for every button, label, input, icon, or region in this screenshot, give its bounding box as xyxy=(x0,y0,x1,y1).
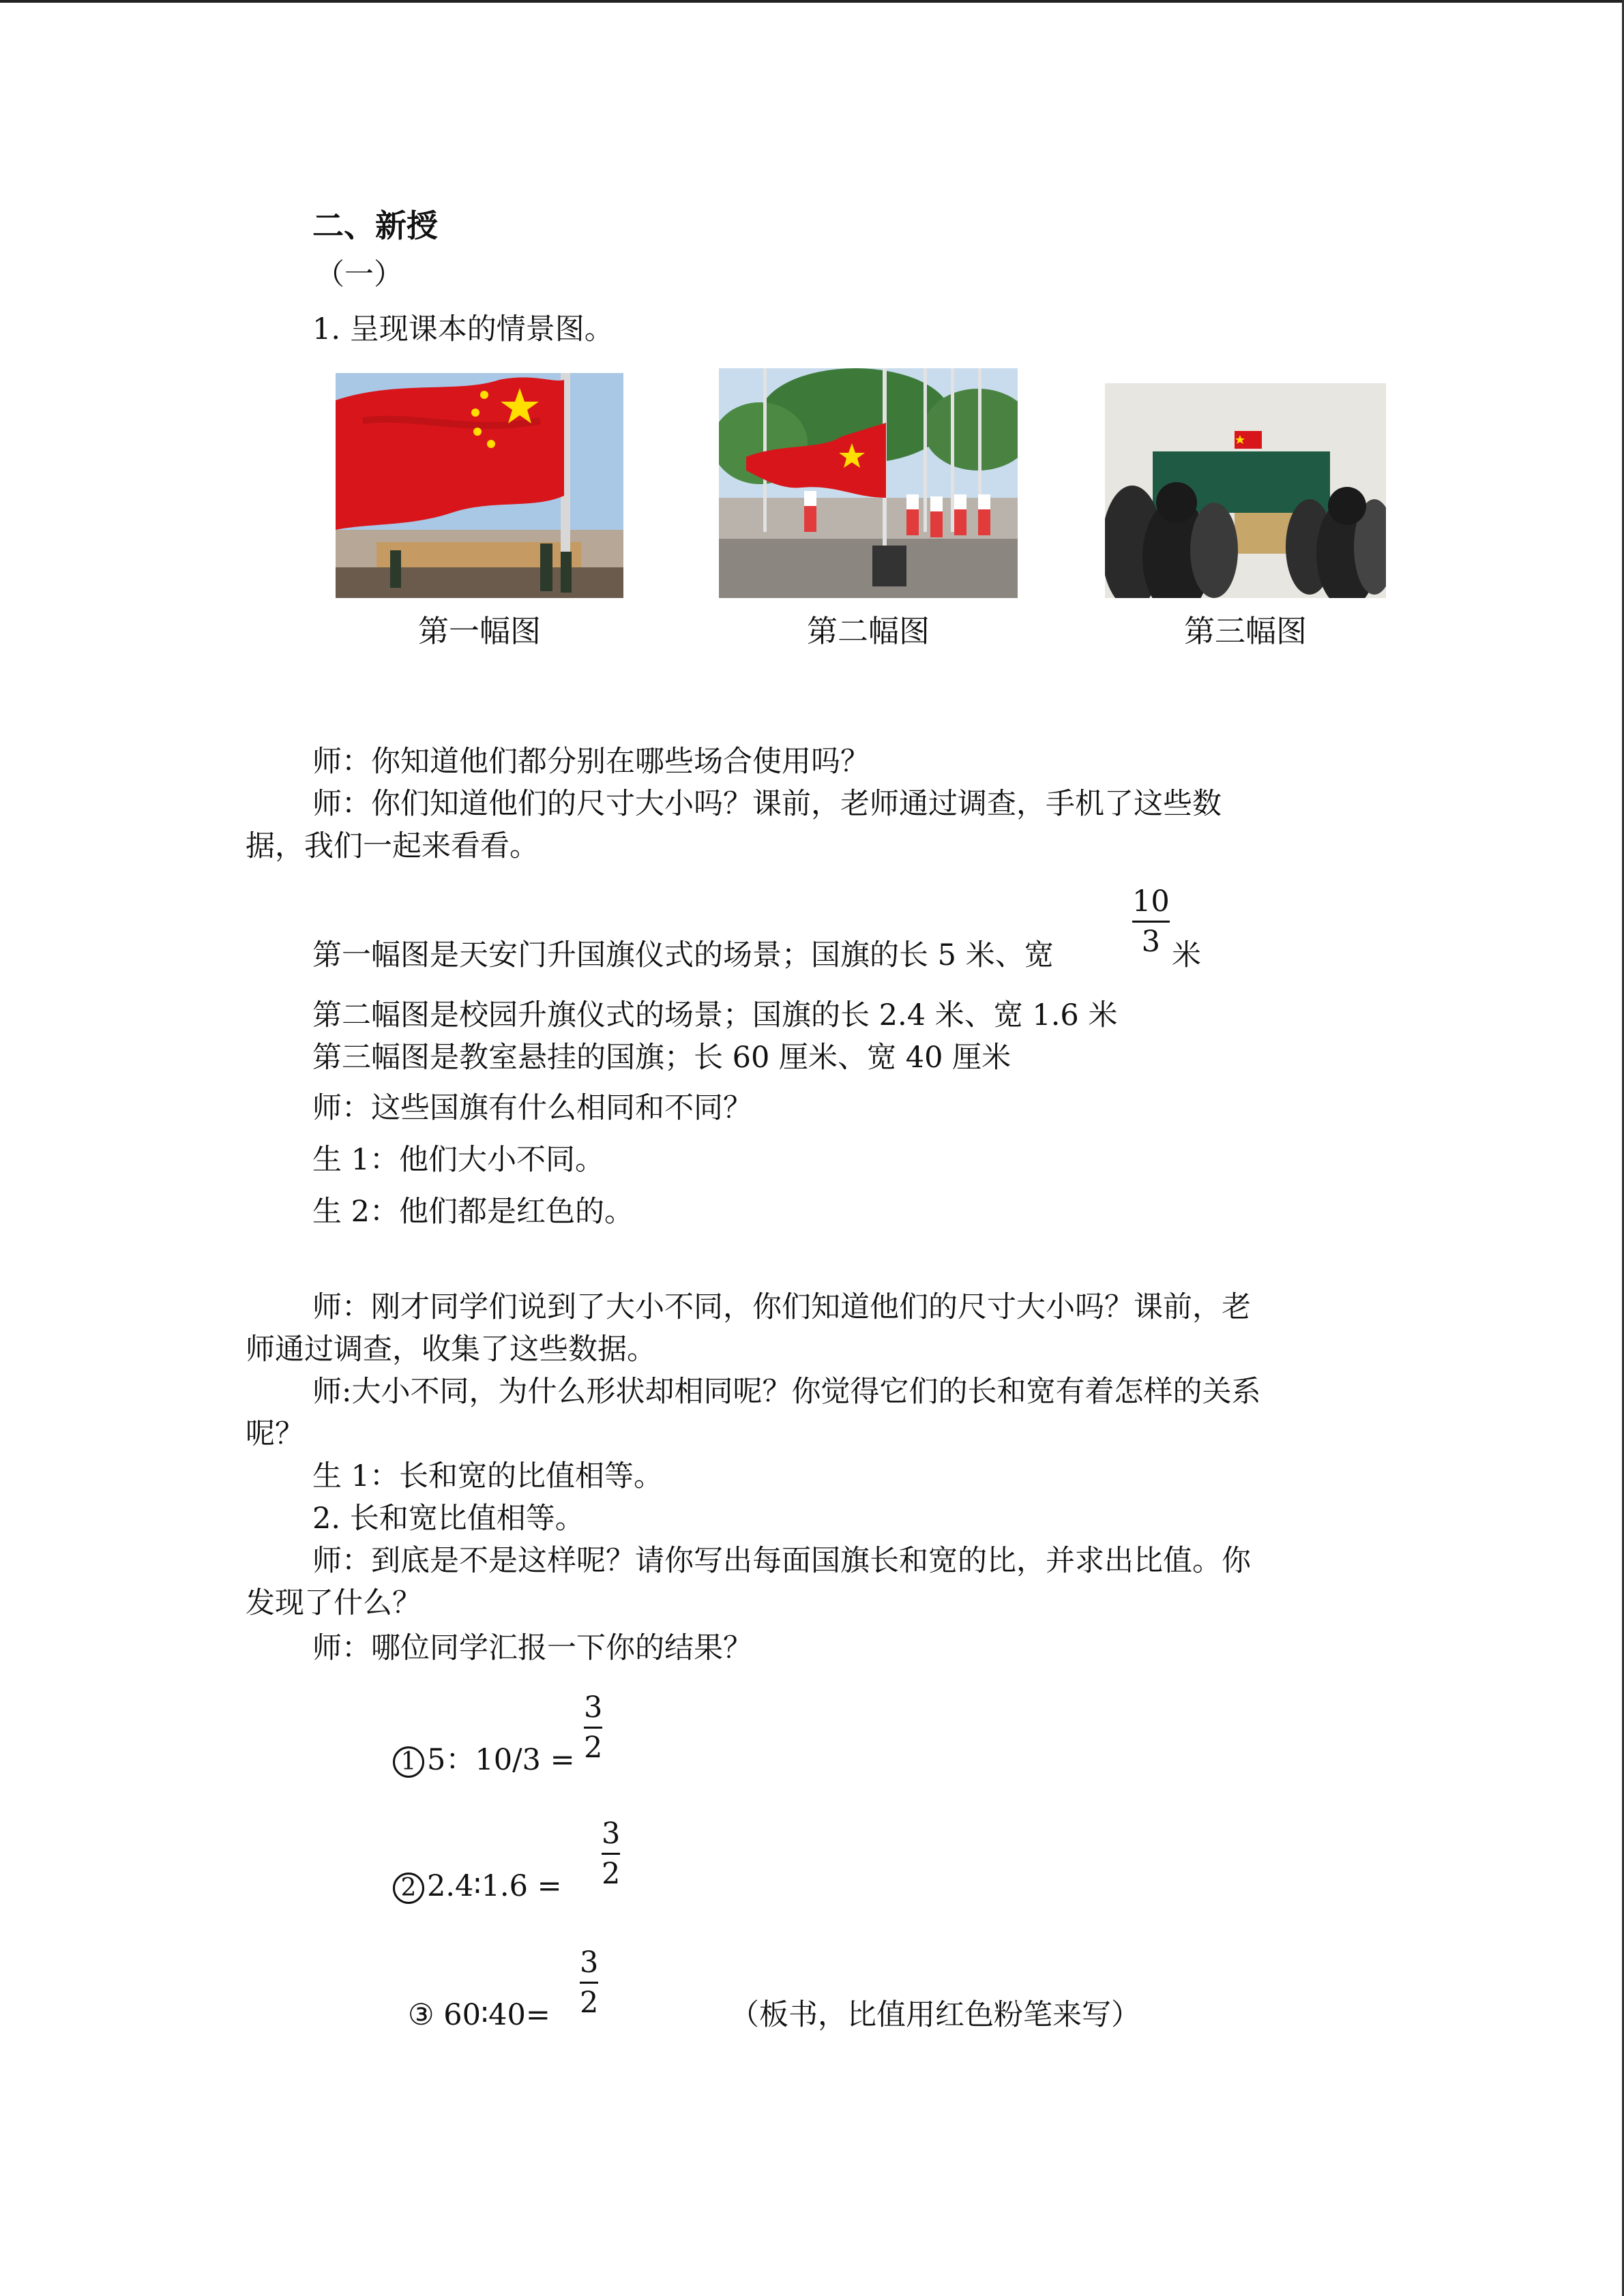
figure-1-caption: 第一幅图 xyxy=(417,613,541,649)
fraction-numerator: 10 xyxy=(1132,884,1170,919)
ratio-value-2-denominator: 2 xyxy=(602,1857,621,1891)
figure-2-caption: 第二幅图 xyxy=(806,613,930,649)
tiananmen-flag-photo xyxy=(336,373,623,598)
ratio-value-3-denominator: 2 xyxy=(580,1986,599,2020)
student-answer-3: 生 1：长和宽的比值相等。 xyxy=(312,1459,664,1493)
fraction-bar xyxy=(584,1727,602,1729)
ratio-marker-3: ③ xyxy=(408,1998,434,2032)
ratio-row-1 xyxy=(393,1739,575,1781)
teacher-question-4-line1: 师：刚才同学们说到了大小不同，你们知道他们的尺寸大小吗？课前，老 xyxy=(312,1290,1251,1324)
student-answer-1: 生 1：他们大小不同。 xyxy=(312,1143,605,1177)
fact-figure-2: 第二幅图是校园升旗仪式的场景；国旗的长 2.4 米、宽 1.6 米 xyxy=(312,998,1118,1032)
teacher-question-3: 师：这些国旗有什么相同和不同？ xyxy=(312,1091,752,1125)
ratio-value-2-numerator: 3 xyxy=(602,1817,621,1851)
step-1-text: 1. 呈现课本的情景图。 xyxy=(312,312,614,346)
fraction-bar xyxy=(580,1982,598,1984)
ratio-value-3-numerator: 3 xyxy=(580,1945,599,1980)
school-flag-raising-photo xyxy=(719,368,1018,598)
student-answer-2: 生 2：他们都是红色的。 xyxy=(312,1195,634,1229)
fact-figure-3: 第三幅图是教室悬挂的国旗；长 60 厘米、宽 40 厘米 xyxy=(312,1041,1012,1075)
ratio-value-1-numerator: 3 xyxy=(584,1690,603,1725)
figure-3-caption: 第三幅图 xyxy=(1183,613,1307,649)
teacher-question-4-line2: 师通过调查，收集了这些数据。 xyxy=(246,1332,656,1367)
ratio-expression-1: 5：10/3 = xyxy=(427,1743,575,1777)
ratio-value-1-denominator: 2 xyxy=(584,1731,603,1765)
fraction-bar xyxy=(1132,921,1170,923)
ratio-marker-2: 2 xyxy=(393,1873,424,1904)
fact-figure-1-unit: 米 xyxy=(1172,938,1201,972)
teacher-question-1: 师：你知道他们都分别在哪些场合使用吗？ xyxy=(312,745,870,779)
subsection-label: （一） xyxy=(315,258,403,292)
teacher-question-2-line2: 据，我们一起来看看。 xyxy=(246,829,539,863)
classroom-flag-photo xyxy=(1105,383,1386,598)
ratio-row-2 xyxy=(393,1865,562,1907)
ratio-marker-1: 1 xyxy=(393,1746,424,1778)
step-2-text: 2. 长和宽比值相等。 xyxy=(312,1502,585,1536)
section-heading: 二、新授 xyxy=(312,207,438,244)
ratio-value-1 xyxy=(584,1690,602,1765)
blackboard-note: （板书，比值用红色粉笔来写） xyxy=(730,1998,1140,2032)
ratio-value-3 xyxy=(580,1945,598,2021)
teacher-question-7: 师：哪位同学汇报一下你的结果？ xyxy=(312,1631,752,1665)
teacher-question-5-line2: 呢？ xyxy=(246,1417,304,1451)
fraction-denominator: 3 xyxy=(1141,925,1161,959)
ratio-row-3 xyxy=(408,1994,550,2036)
teacher-question-2-line1: 师：你们知道他们的尺寸大小吗？课前，老师通过调查，手机了这些数 xyxy=(312,787,1222,821)
ratio-value-2 xyxy=(602,1816,620,1892)
teacher-question-6-line2: 发现了什么？ xyxy=(246,1586,422,1620)
ratio-expression-2: 2.4∶1.6 = xyxy=(427,1869,562,1903)
page-top-border xyxy=(0,0,1624,3)
teacher-question-6-line1: 师：到底是不是这样呢？请你写出每面国旗长和宽的比，并求出比值。你 xyxy=(312,1544,1251,1578)
fact-figure-1: 第一幅图是天安门升国旗仪式的场景；国旗的长 5 米、宽 xyxy=(312,938,1054,972)
fraction-bar xyxy=(602,1853,620,1855)
teacher-question-5-line1: 师:大小不同，为什么形状却相同呢？你觉得它们的长和宽有着怎样的关系 xyxy=(312,1375,1261,1409)
ratio-expression-3: 60∶40= xyxy=(443,1998,550,2032)
fraction-ten-thirds xyxy=(1132,884,1170,959)
